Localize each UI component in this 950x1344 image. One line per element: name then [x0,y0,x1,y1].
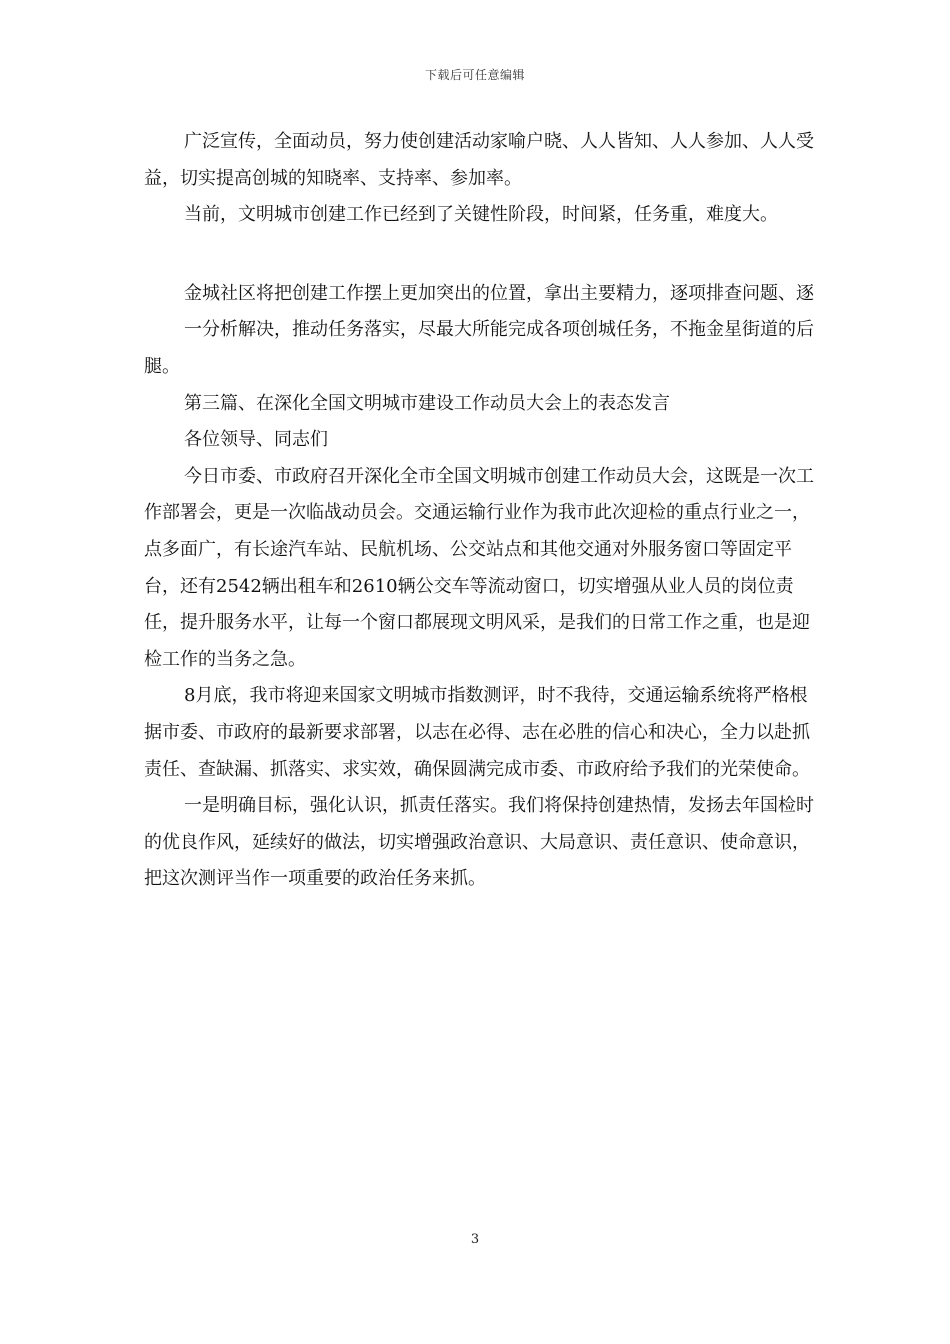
paragraph-gap [144,234,820,276]
paragraph: 当前，文明城市创建工作已经到了关键性阶段，时间紧，任务重，难度大。 [184,204,778,226]
paragraph: 广泛宣传，全面动员，努力使创建活动家喻户晓、人人皆知、人人参加、人人受益，切实提高创城的知晓率、支持率、参加率。 [144,131,814,189]
salutation: 各位领导、同志们 [184,429,328,451]
document-body [144,124,820,898]
paragraph: 一是明确目标，强化认识，抓责任落实。我们将保持创建热情，发扬去年国检时的优良作风，延续好的做法，切实增强政治意识、大局意识、责任意识、使命意识，把这次测评当作一项重要的政治任务来抓。 [144,795,814,890]
paragraph: 8月底，我市将迎来国家文明城市指数测评，时不我待，交通运输系统将严格根据市委、市政府的最新要求部署，以志在必得、志在必胜的信心和决心，全力以赴抓责任、查缺漏、抓落实、求实效，确保圆满完成市委、市政府给予我们的光荣使命。 [144,685,810,780]
page-number: 3 [470,1232,480,1247]
paragraph: 一分析解决，推动任务落实，尽最大所能完成各项创城任务，不拖金星街道的后腿。 [144,319,814,377]
paragraph: 金城社区将把创建工作摆上更加突出的位置，拿出主要精力，逐项排查问题、逐 [184,282,814,304]
section-title: 第三篇、在深化全国文明城市建设工作动员大会上的表态发言 [184,392,670,414]
paragraph: 今日市委、市政府召开深化全市全国文明城市创建工作动员大会，这既是一次工作部署会，更是一次临战动员会。交通运输行业作为我市此次迎检的重点行业之一，点多面广，有长途汽车站、民航机场、公交站点和其他交通对外服务窗口等固定平台，还有2542辆出租车和2610辆公交车等流动窗口，切实增强从业人员的岗位责任，提升服务水平，让每一个窗口都展现文明风采，是我们的日常工作之重，也是迎检工作的当务之急。 [144,465,814,670]
page-header-note: 下载后可任意编辑 [424,68,525,82]
